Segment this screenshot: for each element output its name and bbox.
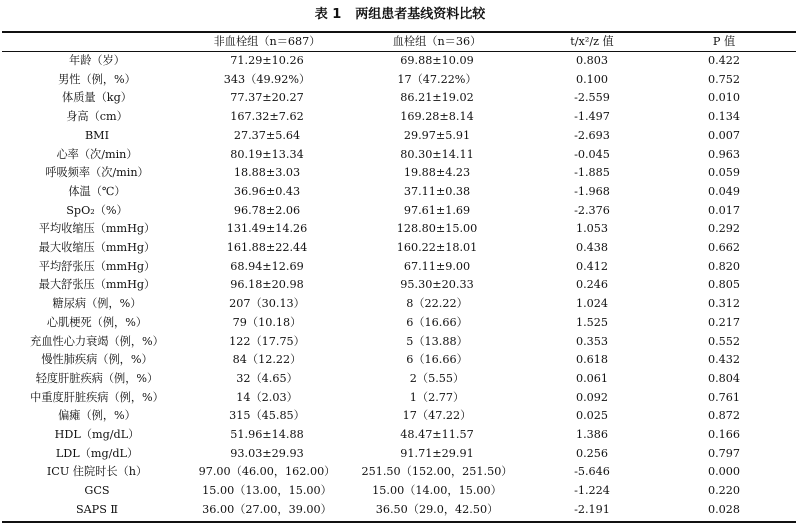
cell-thrombosis: 160.22±18.01 [396,241,478,255]
cell-thrombosis: 19.88±4.23 [403,166,471,180]
table-row [2,183,796,202]
cell-thrombosis: 67.11±9.00 [403,259,471,273]
cell-p-value: 0.662 [707,241,741,255]
table-body [2,52,796,520]
cell-thrombosis: 37.11±0.38 [403,184,471,198]
table-row [2,351,796,370]
table-row [2,71,796,90]
cell-p-value: 0.872 [707,409,741,423]
table-row [2,108,796,127]
table-row [2,463,796,482]
cell-non-thrombosis: 207（30.13） [229,297,305,311]
header-cell-p-value: P 值 [712,35,736,48]
cell-statistic: -1.224 [574,484,610,498]
cell-thrombosis: 8（22.22） [406,297,468,311]
cell-p-value: 0.422 [707,54,741,67]
cell-non-thrombosis: 79（10.18） [232,315,302,329]
table-row [2,426,796,445]
cell-statistic: 1.386 [575,428,609,442]
cell-statistic: 1.053 [575,222,609,236]
cell-statistic: -1.885 [574,166,610,180]
cell-thrombosis: 29.97±5.91 [403,128,471,142]
cell-statistic: 0.438 [575,241,609,255]
cell-thrombosis: 69.88±10.09 [400,54,474,67]
cell-non-thrombosis: 27.37±5.64 [233,128,301,142]
cell-thrombosis: 251.50（152.00，251.50） [361,465,513,479]
bottom-rule [2,521,796,523]
cell-variable: 呼吸频率（次/min） [45,166,149,180]
cell-variable: 偏瘫（例，%） [58,409,136,423]
cell-variable: BMI [84,128,110,142]
cell-thrombosis: 1（2.77） [409,390,465,404]
cell-p-value: 0.804 [707,371,741,385]
cell-statistic: -2.376 [574,203,610,217]
cell-p-value: 0.292 [707,222,741,236]
table-row [2,407,796,426]
cell-variable: 充血性心力衰竭（例，%） [30,334,164,348]
cell-statistic: 0.061 [575,371,609,385]
cell-thrombosis: 17（47.22） [402,409,472,423]
table-row [2,389,796,408]
cell-non-thrombosis: 96.78±2.06 [233,203,301,217]
cell-statistic: 0.092 [575,390,609,404]
cell-non-thrombosis: 93.03±29.93 [230,446,304,460]
cell-variable: SpO₂（%） [66,203,128,217]
cell-thrombosis: 86.21±19.02 [400,91,474,105]
table-title: 两组患者基线资料比较 [355,7,486,22]
cell-variable: 心率（次/min） [56,147,138,161]
cell-variable: 平均收缩压（mmHg） [38,222,156,236]
header-cell-non-thrombosis: 非血栓组（n＝687） [213,35,321,48]
cell-non-thrombosis: 36.00（27.00，39.00） [202,502,332,516]
cell-p-value: 0.220 [707,484,741,498]
cell-thrombosis: 5（13.88） [406,334,468,348]
cell-non-thrombosis: 97.00（46.00，162.00） [198,465,336,479]
cell-p-value: 0.059 [707,166,741,180]
cell-statistic: -1.968 [574,184,610,198]
cell-statistic: 0.618 [575,353,609,367]
cell-variable: 最大收缩压（mmHg） [38,241,156,255]
baseline-table [2,52,796,520]
cell-statistic: -2.559 [574,91,610,105]
cell-variable: 男性（例，%） [58,72,136,86]
cell-variable: 体温（℃） [68,184,126,198]
cell-thrombosis: 36.50（29.0，42.50） [375,502,499,516]
table-number: 表 1 [314,7,342,22]
cell-statistic: -2.693 [574,128,610,142]
cell-non-thrombosis: 71.29±10.26 [230,54,304,67]
table-row [2,258,796,277]
cell-variable: 糖尿病（例，%） [52,297,142,311]
cell-non-thrombosis: 51.96±14.88 [230,428,304,442]
cell-p-value: 0.028 [707,502,741,516]
cell-p-value: 0.963 [707,147,741,161]
cell-thrombosis: 2（5.55） [409,371,465,385]
cell-variable: 体质量（kg） [62,91,132,105]
cell-non-thrombosis: 15.00（13.00，15.00） [202,484,332,498]
cell-thrombosis: 80.30±14.11 [400,147,474,161]
cell-non-thrombosis: 36.96±0.43 [233,184,301,198]
cell-statistic: 0.025 [575,409,609,423]
cell-non-thrombosis: 18.88±3.03 [233,166,301,180]
cell-thrombosis: 6（16.66） [406,315,468,329]
header-cell-statistic: t/x²/z 值 [570,35,614,48]
cell-non-thrombosis: 32（4.65） [236,371,298,385]
cell-thrombosis: 97.61±1.69 [403,203,471,217]
table-row [2,276,796,295]
cell-non-thrombosis: 68.94±12.69 [230,259,304,273]
cell-p-value: 0.752 [707,72,741,86]
cell-p-value: 0.007 [707,128,741,142]
table-row [2,482,796,501]
cell-statistic: 0.412 [575,259,609,273]
table-row [2,239,796,258]
header-row [2,33,796,51]
cell-statistic: 1.525 [575,315,609,329]
cell-non-thrombosis: 77.37±20.27 [230,91,304,105]
cell-non-thrombosis: 343（49.92%） [223,72,311,86]
cell-p-value: 0.797 [707,446,741,460]
cell-statistic: -2.191 [574,502,610,516]
table-header [2,33,796,51]
cell-p-value: 0.049 [707,184,741,198]
cell-non-thrombosis: 315（45.85） [229,409,305,423]
cell-statistic: 0.353 [575,334,609,348]
table-row [2,127,796,146]
table-row [2,146,796,165]
table-row [2,314,796,333]
table-row [2,89,796,108]
table-caption [0,6,800,24]
table-row [2,370,796,389]
cell-thrombosis: 95.30±20.33 [400,278,474,292]
cell-p-value: 0.820 [707,259,741,273]
cell-variable: 身高（cm） [66,110,128,124]
cell-thrombosis: 15.00（14.00，15.00） [372,484,502,498]
cell-thrombosis: 91.71±29.91 [400,446,474,460]
cell-variable: SAPS Ⅱ [75,502,119,516]
cell-statistic: 0.246 [575,278,609,292]
cell-p-value: 0.552 [707,334,741,348]
cell-p-value: 0.312 [707,297,741,311]
cell-variable: 年龄（岁） [69,54,125,67]
cell-non-thrombosis: 14（2.03） [236,390,298,404]
cell-thrombosis: 169.28±8.14 [400,110,474,124]
cell-p-value: 0.010 [707,91,741,105]
table-row [2,220,796,239]
cell-non-thrombosis: 122（17.75） [229,334,305,348]
cell-variable: 慢性肺疾病（例，%） [41,353,153,367]
cell-statistic: 0.803 [575,54,609,67]
table-row [2,295,796,314]
table-row [2,333,796,352]
cell-variable: ICU 住院时长（h） [46,465,148,479]
cell-p-value: 0.761 [707,390,741,404]
cell-statistic: 1.024 [575,297,609,311]
cell-non-thrombosis: 131.49±14.26 [226,222,308,236]
cell-p-value: 0.134 [707,110,741,124]
cell-variable: 平均舒张压（mmHg） [38,259,156,273]
cell-p-value: 0.017 [707,203,741,217]
cell-p-value: 0.217 [707,315,741,329]
cell-variable: 中重度肝脏疾病（例，%） [30,390,164,404]
table-row [2,501,796,520]
table-row [2,52,796,71]
cell-variable: 心肌梗死（例，%） [46,315,148,329]
table-row [2,202,796,221]
cell-non-thrombosis: 80.19±13.34 [230,147,304,161]
cell-p-value: 0.166 [707,428,741,442]
header-cell-variable [2,33,192,51]
cell-variable: LDL（mg/dL） [55,446,139,460]
cell-statistic: -5.646 [574,465,610,479]
cell-non-thrombosis: 84（12.22） [232,353,302,367]
cell-statistic: 0.256 [575,446,609,460]
cell-non-thrombosis: 161.88±22.44 [226,241,308,255]
header-cell-thrombosis: 血栓组（n＝36） [392,35,482,48]
cell-non-thrombosis: 167.32±7.62 [230,110,304,124]
cell-thrombosis: 6（16.66） [406,353,468,367]
cell-statistic: -0.045 [574,147,610,161]
cell-variable: 轻度肝脏疾病（例，%） [35,371,159,385]
cell-variable: HDL（mg/dL） [54,428,140,442]
cell-thrombosis: 128.80±15.00 [396,222,478,236]
table-row [2,164,796,183]
cell-statistic: -1.497 [574,110,610,124]
cell-statistic: 0.100 [575,72,609,86]
cell-variable: 最大舒张压（mmHg） [38,278,156,292]
cell-thrombosis: 48.47±11.57 [400,428,474,442]
cell-variable: GCS [84,484,110,498]
cell-non-thrombosis: 96.18±20.98 [230,278,304,292]
cell-p-value: 0.432 [707,353,741,367]
cell-p-value: 0.805 [707,278,741,292]
cell-thrombosis: 17（47.22%） [397,72,477,86]
cell-p-value: 0.000 [707,465,741,479]
table-row [2,445,796,464]
